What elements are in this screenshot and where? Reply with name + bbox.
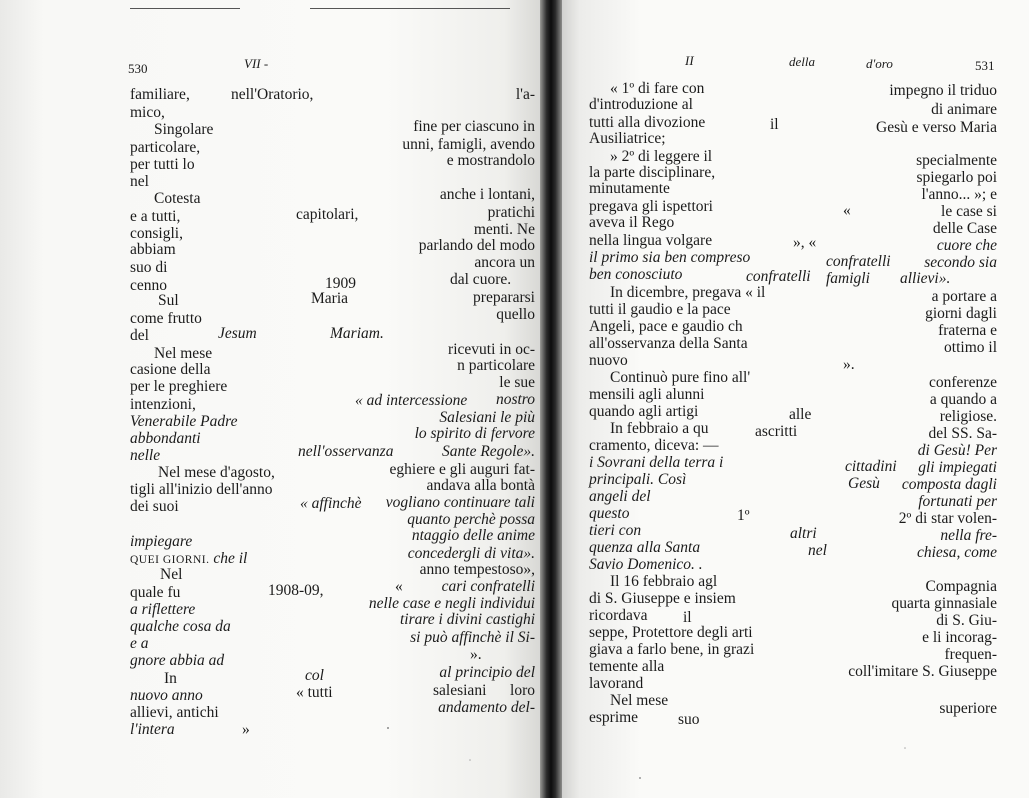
right-text-line: Gesù e verso Maria	[876, 119, 997, 136]
right-text-line: cramento, diceva: —	[589, 437, 719, 454]
left-text-line: dal cuore.	[450, 271, 512, 288]
left-text-line: del	[130, 327, 149, 344]
left-text-line: abbiam	[130, 241, 176, 258]
left-text-line: cenno	[130, 277, 168, 294]
left-text-line: intenzioni,	[130, 396, 196, 413]
right-text-line: allievi».	[900, 270, 951, 287]
right-text-line: famigli	[826, 270, 870, 287]
right-text-line: superiore	[939, 700, 997, 717]
left-text-line: allievi, antichi	[130, 704, 219, 721]
right-text-line: cuore che	[936, 237, 997, 254]
left-text-line: nuovo anno	[130, 687, 203, 704]
left-text-line: 1908-09,	[268, 582, 324, 599]
right-text-line: cittadini	[845, 458, 897, 475]
right-text-line: secondo sia	[924, 254, 997, 271]
right-text-line: temente alla	[589, 658, 665, 675]
left-text-line: salesiani	[433, 682, 487, 699]
left-text-line: andava alla bontà	[426, 477, 535, 494]
left-text-line: concedergli di vita».	[407, 545, 535, 562]
left-text-line: Sul	[158, 292, 179, 309]
left-text-line: cari confratelli	[441, 578, 535, 595]
right-text-line: frequen-	[944, 646, 997, 663]
left-text-line: lo spirito di fervore	[414, 425, 535, 442]
right-text-line: del SS. Sa-	[928, 425, 997, 442]
left-text-line: familiare,	[130, 86, 190, 103]
right-text-line: suo	[678, 711, 700, 728]
left-text-line: Cotesta	[154, 190, 201, 207]
left-text-line: ».	[470, 646, 482, 663]
left-text-line: Nel	[160, 566, 183, 583]
right-text-line: Ausiliatrice;	[589, 130, 666, 147]
left-text-line: unni, famigli, avendo	[402, 136, 535, 153]
left-text-line: impiegare	[130, 533, 193, 550]
left-page-number: 530	[128, 61, 148, 76]
left-text-line: suo di	[130, 259, 168, 276]
left-text-line: tigli all'inizio dell'anno	[130, 481, 273, 498]
right-text-line: ricordava	[589, 607, 648, 624]
right-text-line: quenza alla Santa	[589, 539, 701, 556]
right-text-line: In febbraio a qu	[610, 420, 709, 437]
left-text-line: gnore abbia ad	[130, 652, 225, 669]
right-text-line: all'osservanza della Santa	[589, 335, 748, 352]
left-text-line: « tutti	[296, 684, 333, 701]
right-text-line: Il 16 febbraio agl	[610, 573, 718, 590]
left-text-line: vogliano continuare tali	[385, 494, 535, 511]
right-text-line: il	[770, 116, 779, 133]
left-text-line: Sante Regole».	[442, 443, 535, 460]
left-text-line: Jesum	[218, 325, 257, 342]
left-text-line: fine per ciascuno in	[413, 118, 535, 135]
left-text-line: Mariam.	[330, 325, 384, 342]
right-text-line: mensili agli alunni	[589, 386, 705, 403]
left-text-line: QUEI GIORNI. che il	[130, 550, 248, 567]
left-text-line: eghiere e gli auguri fat-	[389, 461, 535, 478]
right-text-line: ben conosciuto	[589, 266, 683, 283]
right-text-line: impegno il triduo	[889, 82, 997, 99]
right-text-line: tutti alla divozione	[589, 114, 706, 131]
right-text-line: quando agli artigi	[589, 403, 699, 420]
left-text-line: a riflettere	[130, 601, 196, 618]
right-text-line: religiose.	[939, 408, 997, 425]
left-text-line: tirare i divini castighi	[399, 611, 535, 628]
right-text-line: a portare a	[931, 288, 997, 305]
left-text-line: nelle case e negli individui	[368, 595, 535, 612]
right-text-line: nella lingua volgare	[589, 232, 713, 249]
right-running-head: II	[685, 53, 694, 68]
left-text-line: Maria	[311, 290, 349, 307]
right-head-word-1: della	[789, 54, 815, 69]
left-text-line: particolare,	[130, 139, 201, 156]
right-text-line: chiesa, come	[916, 544, 997, 561]
right-text-line: pregava gli ispettori	[589, 198, 713, 215]
left-text-line: come frutto	[130, 310, 202, 327]
right-text-line: spiegarlo poi	[916, 169, 997, 186]
right-text-line: Gesù	[848, 475, 880, 492]
right-text-line: giorni dagli	[925, 305, 997, 322]
right-text-line: 2º di star volen-	[898, 510, 997, 527]
left-text-line: Nel mese d'agosto,	[158, 464, 275, 481]
left-text-line: consigli,	[130, 225, 183, 242]
left-text-line: «	[395, 578, 403, 595]
right-text-line: d'introduzione al	[589, 96, 693, 113]
right-text-line: 1º	[737, 507, 750, 524]
right-text-line: di animare	[931, 101, 997, 118]
left-text-line: menti. Ne	[473, 221, 535, 238]
right-text-line: «	[843, 202, 851, 219]
left-text-line: l'a-	[515, 86, 535, 103]
right-text-line: il primo sia ben compreso	[589, 249, 751, 266]
left-running-head: VII -	[244, 56, 269, 71]
right-text-line: lavorand	[589, 675, 644, 692]
right-text-line: giava a farlo bene, in grazi	[589, 641, 755, 658]
right-text-line: confratelli	[826, 253, 891, 270]
left-text-line: qualche cosa da	[130, 618, 231, 635]
left-text-line: Venerabile Padre	[130, 413, 238, 430]
right-text-line: a quando a	[929, 391, 997, 408]
left-text-line: Salesiani le più	[439, 409, 535, 426]
right-text-line: composta dagli	[901, 476, 997, 493]
right-text-line: tutti il gaudio e la pace	[589, 301, 731, 318]
right-text-line: Compagnia	[925, 578, 997, 595]
right-text-line: gli impiegati	[918, 459, 997, 476]
left-text-line: per le preghiere	[130, 378, 228, 395]
right-text-line: alle	[789, 406, 812, 423]
left-text-line: mico,	[130, 104, 165, 121]
left-text-line: Nel mese	[154, 345, 213, 362]
right-text-line: fortunati per	[918, 493, 997, 510]
right-text-line: principali. Così	[589, 471, 687, 488]
right-text-line: Continuò pure fino all'	[610, 369, 751, 386]
left-text-line: per tutti lo	[130, 156, 195, 173]
right-text-line: l'anno... »; e	[921, 186, 997, 203]
left-text-line: »	[242, 721, 250, 738]
left-text-line: andamento del-	[438, 699, 535, 716]
left-text-line: nel	[130, 173, 149, 190]
left-text-line: ricevuti in oc-	[448, 341, 535, 358]
left-text-line: ancora un	[474, 254, 535, 271]
left-text-line: nell'osservanza	[298, 443, 394, 460]
right-text-line: Nel mese	[610, 692, 669, 709]
right-text-line: confratelli	[746, 268, 811, 285]
right-text-line: seppe, Protettore degli arti	[589, 624, 753, 641]
right-text-line: la parte disciplinare,	[589, 164, 716, 181]
right-head-word-2: d'oro	[866, 56, 893, 71]
right-text-line: conferenze	[929, 374, 997, 391]
left-text-line: anno tempestoso»,	[419, 561, 535, 578]
top-rule-left	[130, 8, 240, 9]
left-text-line: le sue	[499, 374, 535, 391]
right-text-line: nuovo	[589, 352, 628, 369]
right-text-line: nella fre-	[940, 527, 997, 544]
left-text-line: ntaggio delle anime	[411, 527, 535, 544]
left-text-line: prepararsi	[473, 289, 535, 306]
left-text-line: nell'Oratorio,	[231, 86, 314, 103]
left-text-line: l'intera	[130, 721, 175, 738]
left-text-line: n particolare	[457, 357, 535, 374]
top-rule-left-2	[310, 8, 510, 9]
right-text-line: esprime	[589, 709, 639, 726]
left-text-line: « ad intercessione	[355, 392, 468, 409]
left-text-line: abbondanti	[130, 430, 201, 447]
right-text-line: » 2º di leggere il	[610, 148, 713, 165]
left-text-line: 1909	[325, 275, 356, 292]
left-text-line: loro	[510, 682, 535, 699]
left-text-line: casione della	[130, 361, 211, 378]
right-text-line: minutamente	[589, 180, 670, 197]
right-text-line: i Sovrani della terra i	[589, 454, 724, 471]
right-text-line: di S. Giuseppe e insiem	[589, 590, 736, 607]
right-page-number: 531	[975, 58, 995, 73]
right-text-line: coll'imitare S. Giuseppe	[848, 663, 997, 680]
right-text-line: « 1º di fare con	[610, 80, 705, 97]
left-text-line: pratichi	[487, 204, 535, 221]
left-text-line: « affinchè	[300, 495, 362, 512]
left-text-line: parlando del modo	[418, 237, 535, 254]
left-text-line: al principio del	[439, 664, 535, 681]
left-text-line: col	[305, 667, 324, 684]
right-text-line: tieri con	[589, 522, 642, 539]
left-text-line: si può affinchè il Si-	[410, 629, 535, 646]
right-text-line: specialmente	[916, 152, 997, 169]
left-text-line: Singolare	[154, 121, 214, 138]
right-text-line: Savio Domenico. .	[589, 556, 703, 573]
right-text-line: quarta ginnasiale	[891, 595, 997, 612]
left-text-line: quale fu	[130, 584, 181, 601]
right-text-line: le case si	[941, 203, 997, 220]
left-text-line: dei suoi	[130, 498, 179, 515]
right-text-line: Angeli, pace e gaudio ch	[589, 318, 743, 335]
left-text-line: In	[164, 670, 177, 687]
left-text-line: anche i lontani,	[439, 186, 535, 203]
right-text-line: ».	[843, 356, 855, 373]
right-text-line: altri	[790, 525, 817, 542]
right-text-line: di S. Giu-	[936, 612, 997, 629]
right-text-line: », «	[793, 234, 817, 251]
right-text-line: questo	[589, 505, 630, 522]
right-text-line: di Gesù! Per	[917, 442, 997, 459]
right-text-line: nel	[808, 542, 827, 559]
right-text-line: delle Case	[932, 220, 997, 237]
right-text-line: In dicembre, pregava « il	[610, 284, 766, 301]
right-text-line: ascritti	[755, 423, 798, 440]
left-text-line: quello	[496, 306, 535, 323]
left-text-line: nostro	[495, 391, 535, 408]
left-text-line: capitolari,	[296, 206, 359, 223]
right-text-line: aveva il Rego	[589, 214, 675, 231]
left-text-line: e a	[130, 635, 149, 652]
book-gutter	[540, 0, 562, 798]
right-text-line: angeli del	[589, 488, 651, 505]
right-text-line: fraterna e	[938, 322, 997, 339]
right-text-line: ottimo il	[944, 339, 997, 356]
left-text-line: nelle	[130, 447, 161, 464]
right-text-line: il	[683, 609, 692, 626]
left-text-line: e a tutti,	[130, 208, 181, 225]
left-text-line: quanto perchè possa	[407, 511, 535, 528]
left-text-line: e mostrandolo	[446, 152, 535, 169]
right-text-line: e li incorag-	[922, 629, 997, 646]
